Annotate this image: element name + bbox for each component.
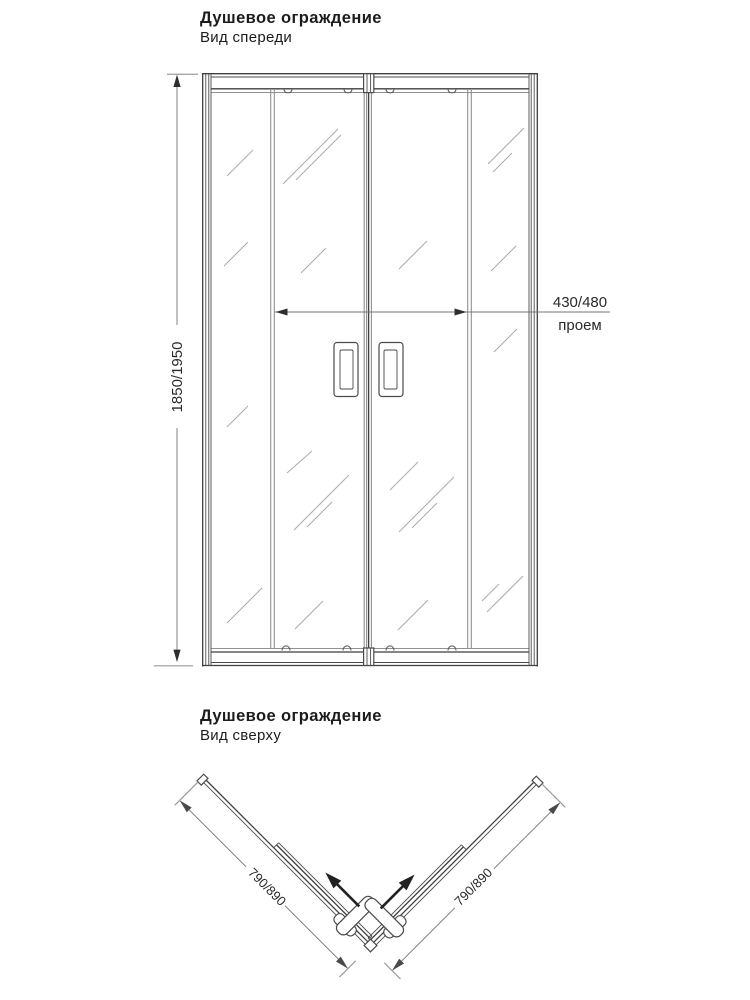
height-dimension-label: 1850/1950 (169, 341, 186, 413)
right-door-handle (379, 343, 403, 397)
top-view-title: Душевое ограждение (200, 707, 382, 725)
top-view-subtitle: Вид сверху (200, 727, 282, 744)
front-view-subtitle: Вид спереди (200, 29, 293, 46)
height-dimension (154, 74, 198, 666)
front-view-title: Душевое ограждение (200, 9, 382, 27)
panel-stiles (271, 89, 472, 648)
glass-hatch (224, 128, 524, 630)
front-frame (202, 73, 538, 667)
top-view-left-wall (170, 752, 395, 977)
opening-dimension-value: 430/480 (552, 294, 608, 311)
left-door-handle (334, 343, 358, 397)
front-view (154, 73, 610, 667)
top-view (170, 752, 570, 979)
top-view-right-wall (345, 754, 570, 979)
top-view-right-dimension-label: 790/890 (451, 864, 496, 909)
opening-dimension (275, 294, 610, 334)
opening-dimension-label: проем (558, 317, 602, 334)
top-view-left-dimension-label: 790/890 (245, 864, 290, 909)
